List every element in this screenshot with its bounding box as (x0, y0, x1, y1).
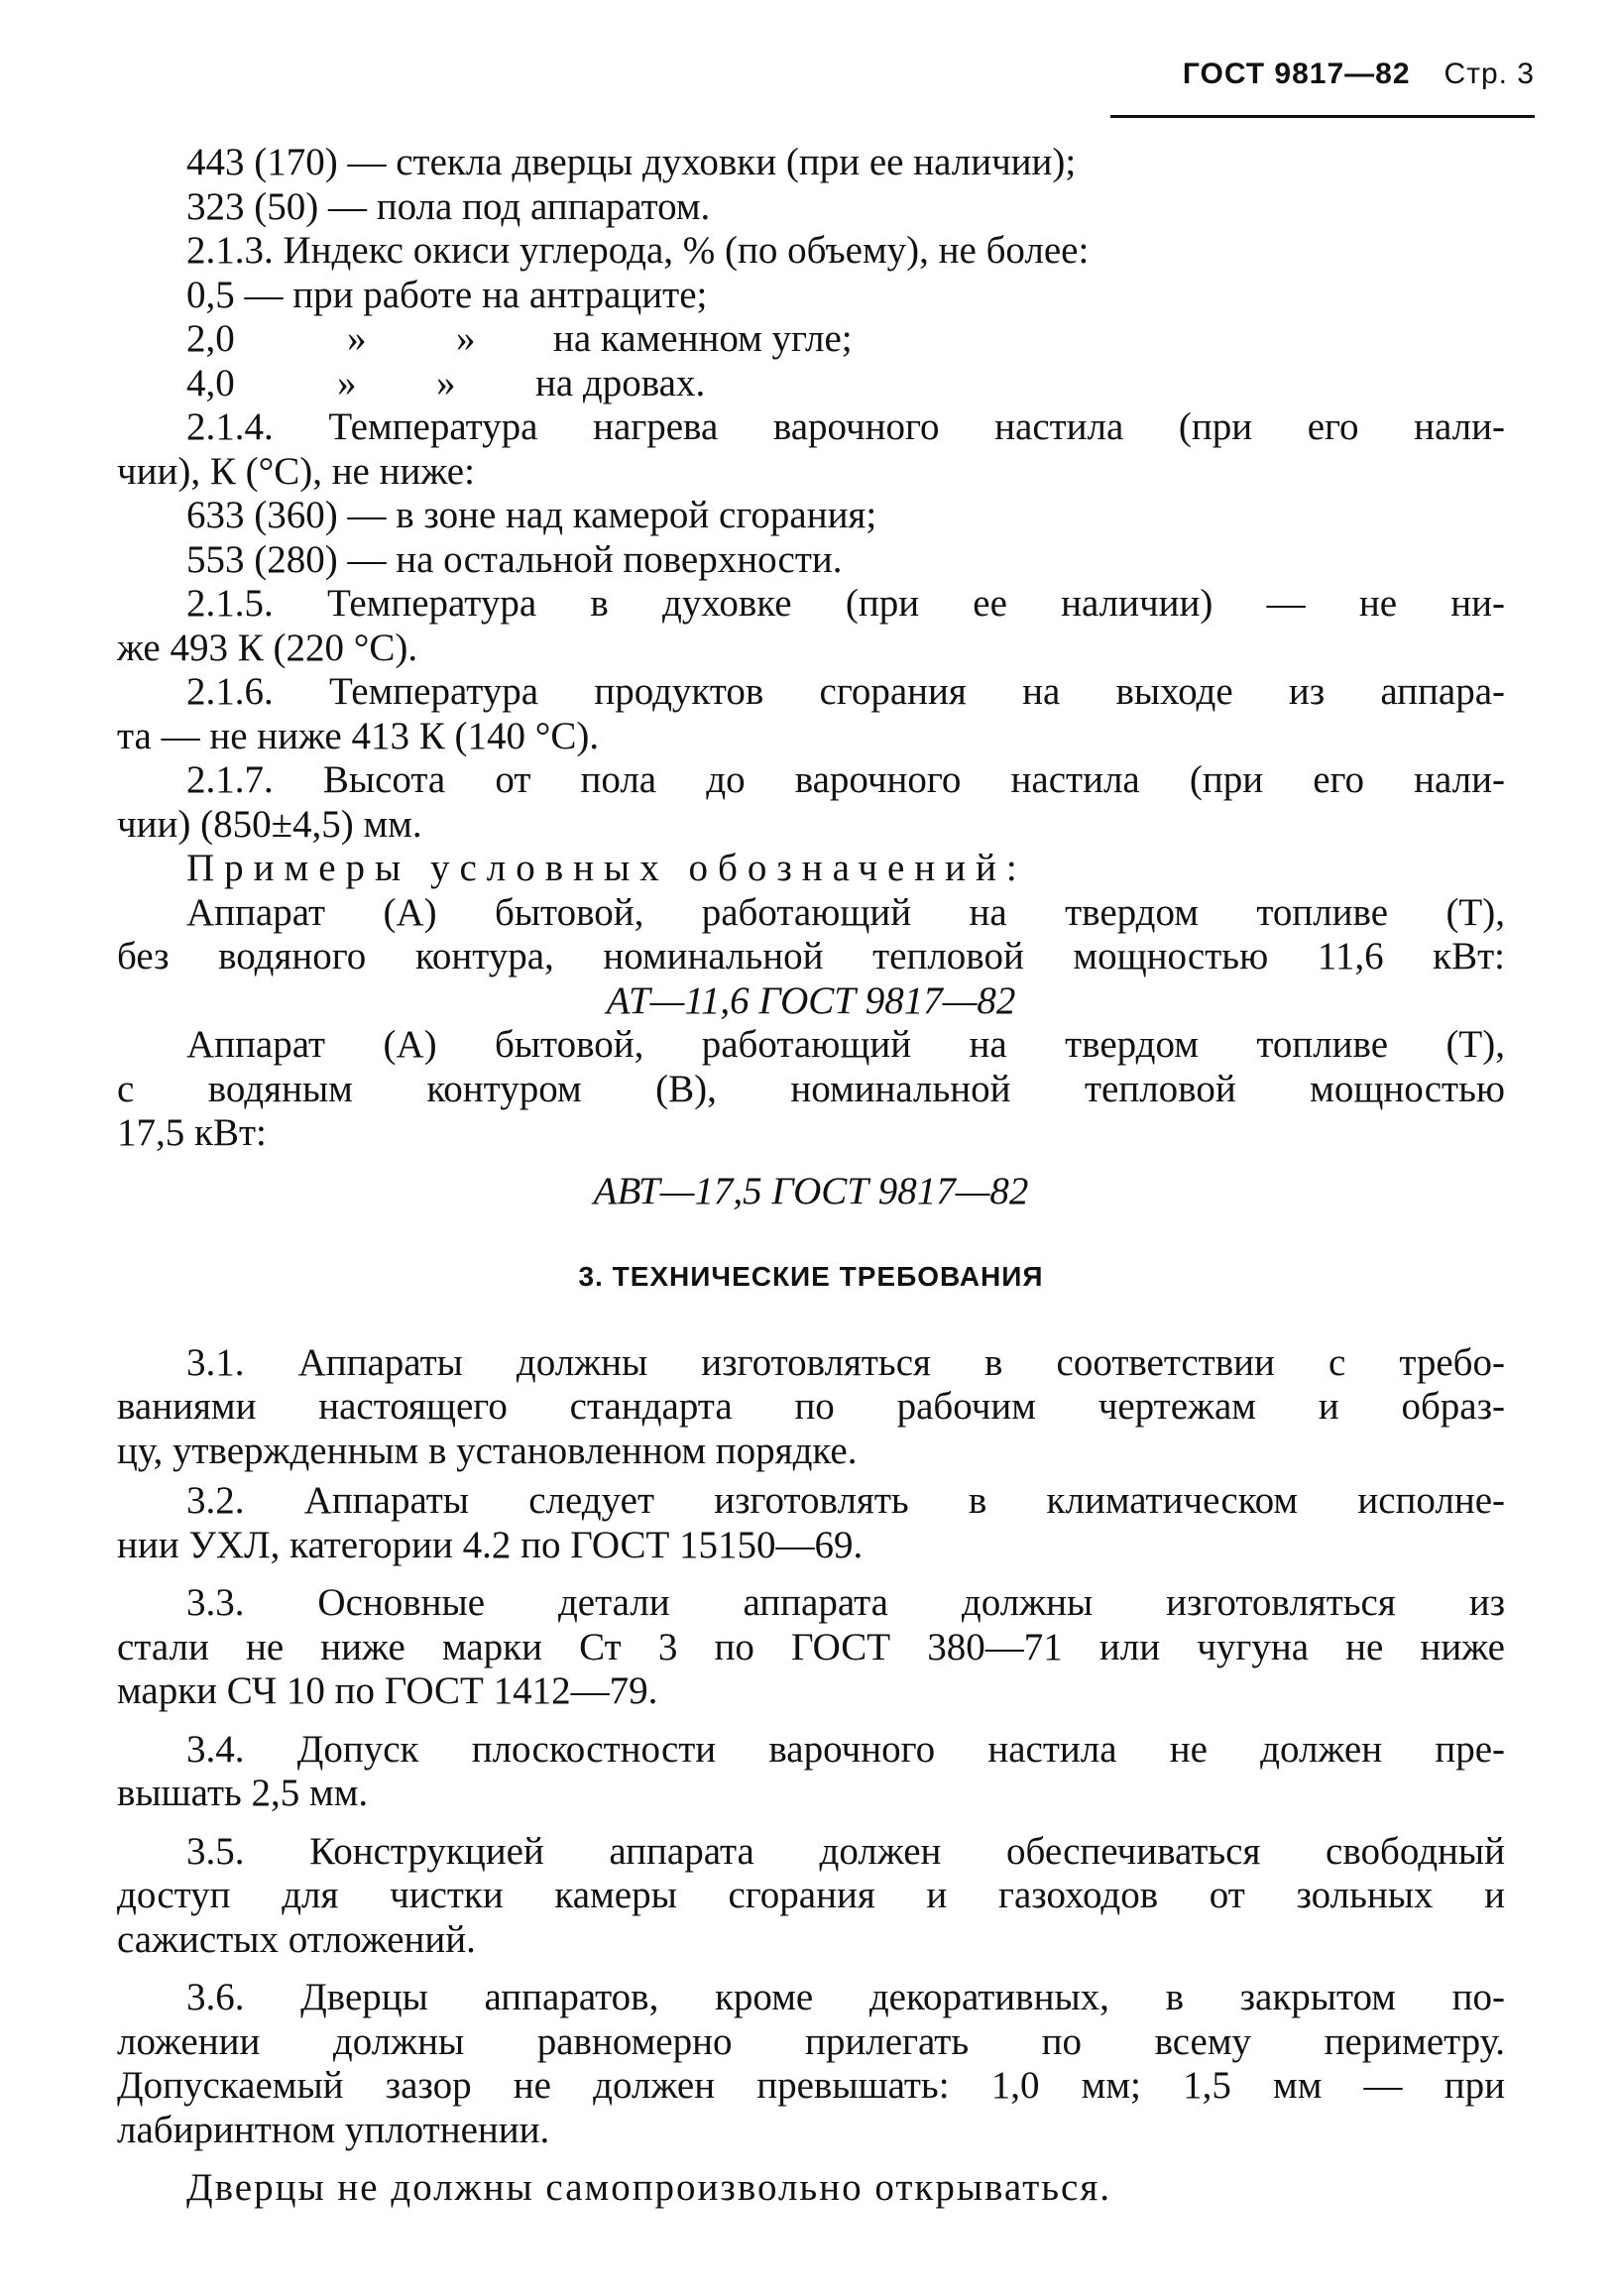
document-page (117, 0, 1535, 2296)
text-line: 2.1.7. Высота от пола до варочного настила (при его нали- (186, 758, 1505, 801)
text-line: ложении должны равномерно прилегать по всему периметру. (117, 2019, 1505, 2063)
ditto-mark: » (337, 361, 357, 404)
text-line: чии) (850±4,5) мм. (117, 802, 422, 846)
text-line: 17,5 кВт: (117, 1111, 267, 1154)
value: 2,0 (186, 317, 235, 360)
ditto-mark: » (436, 361, 456, 404)
text-line: 2.1.5. Температура в духовке (при ее наличии) — не ни- (186, 582, 1505, 625)
text-line: 3.3. Основные детали аппарата должны изготовляться из (186, 1581, 1505, 1624)
text-line: сажистых отложений. (117, 1917, 476, 1961)
text-line: 2.1.4. Температура нагрева варочного настила (при его нали- (186, 405, 1505, 448)
text-line: Допускаемый зазор не должен превышать: 1,0 мм; 1,5 мм — при (117, 2064, 1505, 2107)
text-line: нии УХЛ, категории 4.2 по ГОСТ 15150—69. (117, 1523, 864, 1566)
designation-formula: АВТ—17,5 ГОСТ 9817—82 (593, 1169, 1029, 1212)
text-line: стали не ниже марки Ст 3 по ГОСТ 380—71 или чугуна не ниже (117, 1625, 1505, 1668)
text-line: чии), К (°С), не ниже: (117, 449, 475, 493)
text-line: 3.2. Аппараты следует изготовлять в климатическом исполне- (186, 1479, 1505, 1522)
text-line: цу, утвержденным в установленном порядке. (117, 1429, 858, 1472)
value: 4,0 (186, 361, 235, 404)
value-text: на каменном угле; (553, 317, 853, 360)
ditto-mark: » (347, 317, 367, 360)
text-line: без водяного контура, номинальной тепловой мощностью 11,6 кВт: (117, 935, 1505, 977)
text-line: 3.5. Конструкцией аппарата должен обеспечиваться свободный (186, 1829, 1505, 1873)
text-line: 323 (50) — пола под аппаратом. (186, 184, 711, 228)
page-header (147, 57, 1535, 91)
header-rule (1110, 115, 1535, 118)
ditto-mark: » (456, 317, 476, 360)
text-line: та — не ниже 413 К (140 °С). (117, 714, 600, 757)
text-line: 443 (170) — стекла дверцы духовки (при ее наличии); (186, 141, 1077, 183)
section-heading: 3. ТЕХНИЧЕСКИЕ ТРЕБОВАНИЯ (578, 1261, 1044, 1292)
text-line: марки СЧ 10 по ГОСТ 1412—79. (117, 1669, 658, 1712)
text-line: 2.1.6. Температура продуктов сгорания на выходе из аппара- (186, 670, 1505, 713)
text-line: же 493 К (220 °С). (117, 626, 418, 669)
text-line: ваниями настоящего стандарта по рабочим чертежам и образ- (117, 1385, 1505, 1428)
text-line: лабиринтном уплотнении. (117, 2108, 550, 2151)
page-number: Стр. 3 (1444, 57, 1535, 90)
text-line: доступ для чистки камеры сгорания и газоходов от зольных и (117, 1874, 1505, 1916)
text-line (117, 317, 1505, 362)
text-line: 0,5 — при работе на антраците; (186, 273, 708, 316)
text-line: 3.4. Допуск плоскостности варочного настила не должен пре- (186, 1727, 1505, 1771)
text-line (117, 362, 1505, 406)
standard-code: ГОСТ 9817—82 (1182, 57, 1411, 90)
text-line: 3.6. Дверцы аппаратов, кроме декоративных, в закрытом по- (186, 1976, 1505, 2018)
value-text: на дровах. (535, 361, 706, 404)
text-line: Аппарат (А) бытовой, работающий на твердом топливе (Т), (186, 890, 1505, 934)
text-line: 2.1.3. Индекс окиси углерода, % (по объему), не более: (186, 229, 1090, 272)
text-line: вышать 2,5 мм. (117, 1772, 369, 1814)
text-line: 553 (280) — на остальной поверхности. (186, 537, 843, 581)
text-line: Аппарат (А) бытовой, работающий на твердом топливе (Т), (186, 1023, 1505, 1066)
text-line: с водяным контуром (В), номинальной тепловой мощностью (117, 1067, 1505, 1110)
text-line: Дверцы не должны самопроизвольно открываться. (186, 2166, 1112, 2209)
designation-formula: АТ—11,6 ГОСТ 9817—82 (606, 978, 1016, 1022)
examples-heading: Примеры условных обозначений: (186, 847, 1027, 889)
text-line: 633 (360) — в зоне над камерой сгорания; (186, 494, 877, 536)
document-body (117, 141, 1505, 2211)
text-line: 3.1. Аппараты должны изготовляться в соответствии с требо- (186, 1340, 1505, 1384)
